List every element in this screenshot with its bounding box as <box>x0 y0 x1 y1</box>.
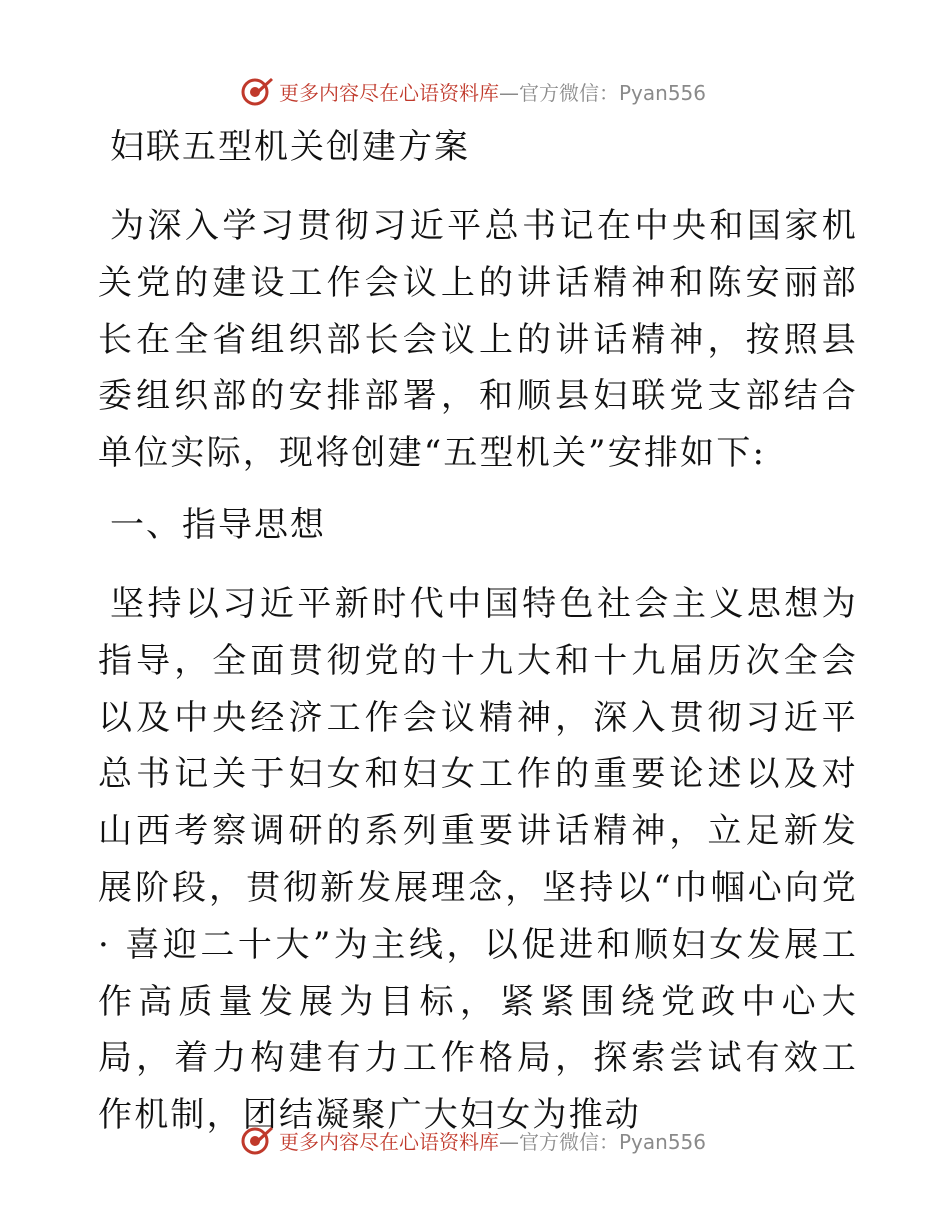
pen-logo-icon <box>239 1123 275 1157</box>
section-heading-guiding-ideology: 一、指导思想 <box>110 504 326 545</box>
footer-watermark <box>0 1120 950 1160</box>
watermark-text: 更多内容尽在心语资料库—官方微信：Pyan556 <box>278 1129 706 1154</box>
section-paragraph-guiding-ideology: 坚持以习近平新时代中国特色社会主义思想为指导，全面贯彻党的十九大和十九届历次全会以及中央经济工作会议精神，深入贯彻习近平总书记关于妇女和妇女工作的重要论述以及对山西考察调研的系列重要讲话精神，立足新发展阶段，贯彻新发展理念，坚持以“巾帼心向党 · 喜迎二十大”为主线，以促进和顺妇女发展工作高质量发展为目标，紧紧围绕党政中心大局，着力构建有力工作格局，探索尝试有效工作机制，团结凝聚广大妇女为推动 <box>98 583 858 1136</box>
header-watermark <box>0 71 950 111</box>
document-body <box>98 122 858 1144</box>
watermark-content <box>239 1123 706 1157</box>
intro-paragraph: 为深入学习贯彻习近平总书记在中央和国家机关党的建设工作会议上的讲话精神和陈安丽部长在全省组织部长会议上的讲话精神，按照县委组织部的安排部署，和顺县妇联党支部结合单位实际，现将创建“五型机关”安排如下: <box>98 206 858 474</box>
watermark-content <box>239 74 706 108</box>
document-title: 妇联五型机关创建方案 <box>110 127 470 167</box>
pen-logo-icon <box>239 74 275 108</box>
watermark-text: 更多内容尽在心语资料库—官方微信：Pyan556 <box>278 80 706 105</box>
